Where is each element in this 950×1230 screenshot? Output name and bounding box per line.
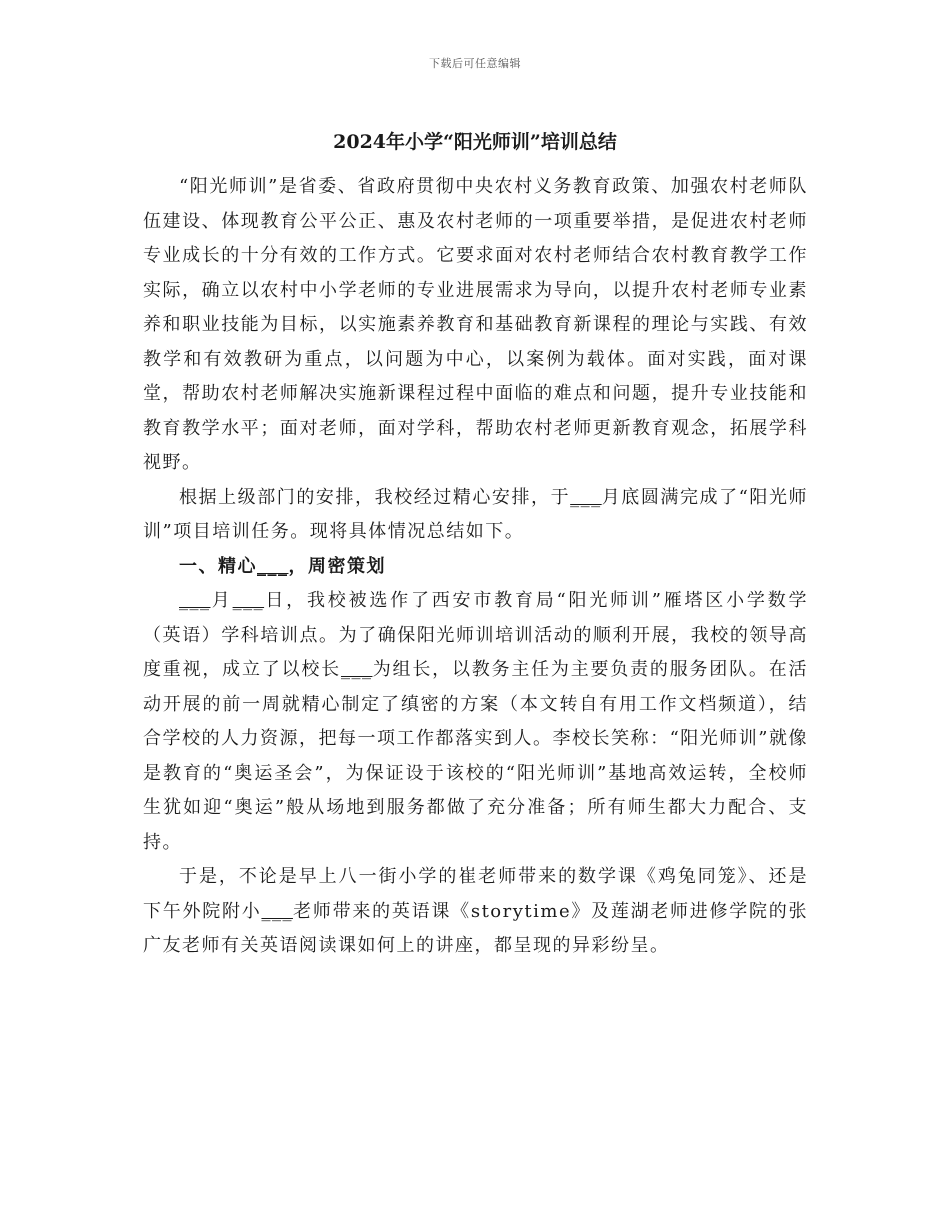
second-paragraph (143, 481, 808, 550)
fill-in-blank: ___ (257, 555, 289, 577)
document-title: 2024年小学“阳光师训”培训总结 (333, 131, 617, 153)
page-header-note: 下载后可任意编辑 (429, 57, 521, 70)
intro-paragraph: “阳光师训”是省委、省政府贯彻中央农村义务教育政策、加强农村老师队伍建设、体现教育公平公正、惠及农村老师的一项重要举措，是促进农村老师专业成长的十分有效的工作方式。它要求面对农村老师结合农村教育教学工作实际，确立以农村中小学老师的专业进展需求为导向，以提升农村老师专业素养和职业技能为目标，以实施素养教育和基础教育新课程的理论与实践、有效教学和有效教研为重点，以问题为中心，以案例为载体。面对实践，面对课堂，帮助农村老师解决实施新课程过程中面临的难点和问题，提升专业技能和教育教学水平；面对老师，面对学科，帮助农村老师更新教育观念，拓展学科视野。 (143, 176, 808, 473)
fill-in-blank: ___ (570, 486, 602, 508)
fill-in-blank: ___ (340, 659, 373, 680)
section-heading-text-2: ，周密策划 (288, 555, 386, 577)
section-heading-text-1: 一、精心 (179, 555, 257, 577)
fill-in-blank: ___ (261, 900, 293, 922)
second-paragraph-text-1: 根据上级部门的安排，我校经过精心安排，于 (179, 486, 571, 508)
fill-in-blank: ___ (232, 590, 265, 611)
second-paragraph-text-2: 月底圆满完成了“阳光师训”项目培训任务。现将具体情况总结如下。 (143, 486, 809, 542)
section-paragraph-1-text-1: 月 (210, 590, 233, 611)
document-body (143, 170, 808, 964)
section-paragraph-2-text-2: 老师带来的英语课《storytime》及莲湖老师进修学院的张广友老师有关英语阅读课如何上的讲座，都呈现的异彩纷呈。 (143, 900, 808, 956)
section-heading (143, 550, 808, 585)
fill-in-blank: ___ (179, 590, 211, 611)
section-paragraph-1 (143, 584, 808, 860)
section-paragraph-1-text-2: 日，我校被选作了西安市教育局“阳光师训”雁塔区小学数学（英语）学科培训点。为了确保阳光师训培训活动的顺利开展，我校的领导高度重视，成立了以校长 (143, 590, 808, 680)
section-paragraph-2-text-1: 于是，不论是早上八一街小学的崔老师带来的数学课《鸡兔同笼》、还是下午外院附小 (143, 866, 808, 922)
section-paragraph-1-text-3: 为组长，以教务主任为主要负责的服务团队。在活动开展的前一周就精心制定了缜密的方案（本文转自有用工作文档频道），结合学校的人力资源，把每一项工作都落实到人。李校长笑称：“阳光师训”就像是教育的“奥运圣会”，为保证设于该校的“阳光师训”基地高效运转，全校师生犹如迎“奥运”般从场地到服务都做了充分准备；所有师生都大力配合、支持。 (143, 659, 808, 853)
section-paragraph-2 (143, 860, 808, 964)
